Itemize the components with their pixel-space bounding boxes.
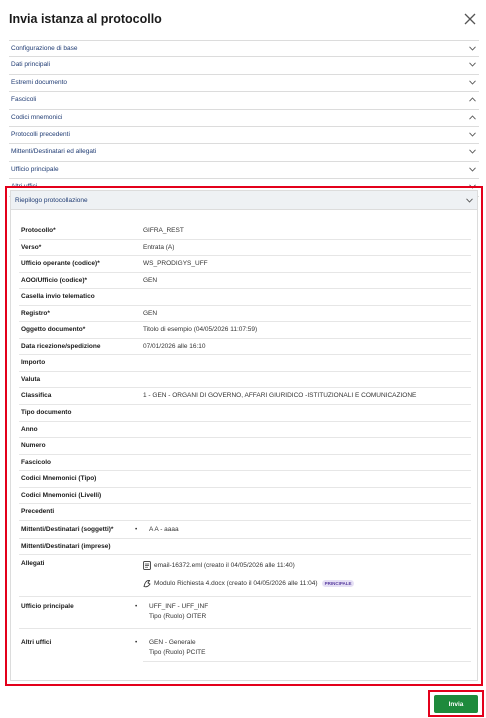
row-value: GEN [143,276,158,284]
row-label: Data ricezione/spedizione [21,342,101,350]
row-label: Fascicolo [21,458,51,466]
chevron-down-icon [466,198,473,203]
summary-accordion-header[interactable] [11,191,477,210]
bullet: • [135,525,138,533]
chevron-down-icon [469,132,476,137]
row-label: Ufficio principale [21,602,74,610]
divider [143,661,471,662]
table-row [19,405,471,422]
row-label: Mittenti/Destinatari (soggetti)* [21,525,114,533]
row-value: Entrata (A) [143,243,175,251]
send-highlight [428,690,484,717]
attachment-name: email-16372.eml (creato il 04/05/2026 alle 11:40) [154,561,295,569]
row-label: Valuta [21,375,41,383]
accordion-item-protocolli-precedenti[interactable] [9,127,479,144]
table-row [19,539,471,555]
accordion-item-label: Altri uffici [11,183,38,191]
row-label: Altri uffici [21,638,52,646]
summary-panel [10,190,478,681]
modal-header [0,0,486,40]
row-value: GIFRA_REST [143,227,184,234]
close-button[interactable] [463,12,477,26]
table-row [19,504,471,521]
summary-highlight [5,186,483,686]
list-item: UFF_INF - UFF_INF [149,602,209,610]
table-row [19,306,471,323]
chevron-down-icon [469,46,476,51]
table-row [19,455,471,472]
table-row [19,488,471,505]
row-value: 1 - GEN - ORGANI DI GOVERNO, AFFARI GIURIDICO -ISTITUZIONALI E COMUNICAZIONE [143,392,417,400]
summary-title: Riepilogo protocollazione [15,197,88,204]
accordion-item-estremi-documento[interactable] [9,75,479,92]
row-label: AOO/Ufficio (codice)* [21,276,88,284]
table-row [19,273,471,290]
accordion-item-label: Protocolli precedenti [11,130,70,138]
list-item-detail: Tipo (Ruolo) OITER [149,612,207,620]
file-text-icon [143,561,151,570]
row-label: Mittenti/Destinatari (imprese) [21,542,111,550]
file-signature-icon [143,579,151,588]
row-label: Classifica [21,392,52,400]
row-label: Tipo documento [21,409,72,417]
row-label: Allegati [21,559,45,567]
principale-badge: PRINCIPALE [322,580,355,587]
accordion-item-label: Dati principali [11,61,51,69]
row-label: Anno [21,425,38,433]
table-row [19,339,471,356]
row-label: Precedenti [21,508,55,516]
bullet: • [135,638,138,646]
accordion-item-label: Mittenti/Destinatari ed allegati [11,148,97,156]
attachment-item[interactable] [143,579,354,588]
accordion-item-fascicoli[interactable] [9,92,479,109]
accordion-item-label: Fascicoli [11,96,37,104]
accordion-item-label: Ufficio principale [11,165,59,173]
table-row [19,240,471,257]
row-label: Ufficio operante (codice)* [21,260,100,268]
chevron-down-icon [469,80,476,85]
attachment-name: Modulo Richiesta 4.docx (creato il 04/05/2026 alle 11:04) [154,579,318,587]
list-item-detail: Tipo (Ruolo) PCITE [149,648,206,656]
table-row [19,597,471,629]
accordion-item-label: Codici mnemonici [11,113,63,121]
attachment-item[interactable] [143,561,295,570]
accordion-item-dati-principali[interactable] [9,57,479,74]
table-row [19,289,471,306]
send-button[interactable]: Invia [434,695,478,713]
row-label: Casella invio telematico [21,293,95,301]
row-label: Codici Mnemonici (Tipo) [21,475,97,483]
row-label: Verso* [21,243,42,251]
modal-title: Invia istanza al protocollo [9,12,162,26]
accordion [9,40,479,197]
chevron-down-icon [469,167,476,172]
row-label: Oggetto documento* [21,326,86,334]
table-row [19,521,471,539]
summary-rows [19,223,471,663]
table-row [19,422,471,439]
row-value: WS_PRODIGYS_UFF [143,260,208,268]
row-label: Codici Mnemonici (Livelli) [21,491,102,499]
table-row [19,256,471,273]
table-row [19,438,471,455]
table-row [19,471,471,488]
table-row [19,388,471,405]
row-label: Importo [21,359,46,367]
row-label: Registro* [21,309,50,317]
row-value: Titolo di esempio (04/05/2026 11:07:59) [143,326,258,334]
accordion-item-label: Configurazione di base [11,45,78,52]
table-row [19,629,471,663]
chevron-down-icon [469,149,476,154]
accordion-item-ufficio-principale[interactable] [9,162,479,179]
table-row [19,372,471,389]
accordion-item-mittenti-destinatari[interactable] [9,144,479,161]
accordion-item-codici-mnemonici[interactable] [9,110,479,127]
accordion-item-configurazione[interactable] [9,40,479,57]
table-row [19,555,471,597]
list-item: GEN - Generale [149,638,196,646]
table-row [19,223,471,240]
table-row [19,355,471,372]
row-label: Protocollo* [21,227,56,234]
row-label: Numero [21,442,46,450]
accordion-item-label: Estremi documento [11,78,67,86]
row-value: 07/01/2026 alle 16:10 [143,342,206,350]
close-icon [463,12,477,26]
chevron-up-icon [469,115,476,120]
bullet: • [135,602,138,610]
list-item: A A - aaaa [149,525,179,533]
chevron-down-icon [469,62,476,67]
row-value: GEN [143,309,158,317]
table-row [19,322,471,339]
chevron-up-icon [469,97,476,102]
